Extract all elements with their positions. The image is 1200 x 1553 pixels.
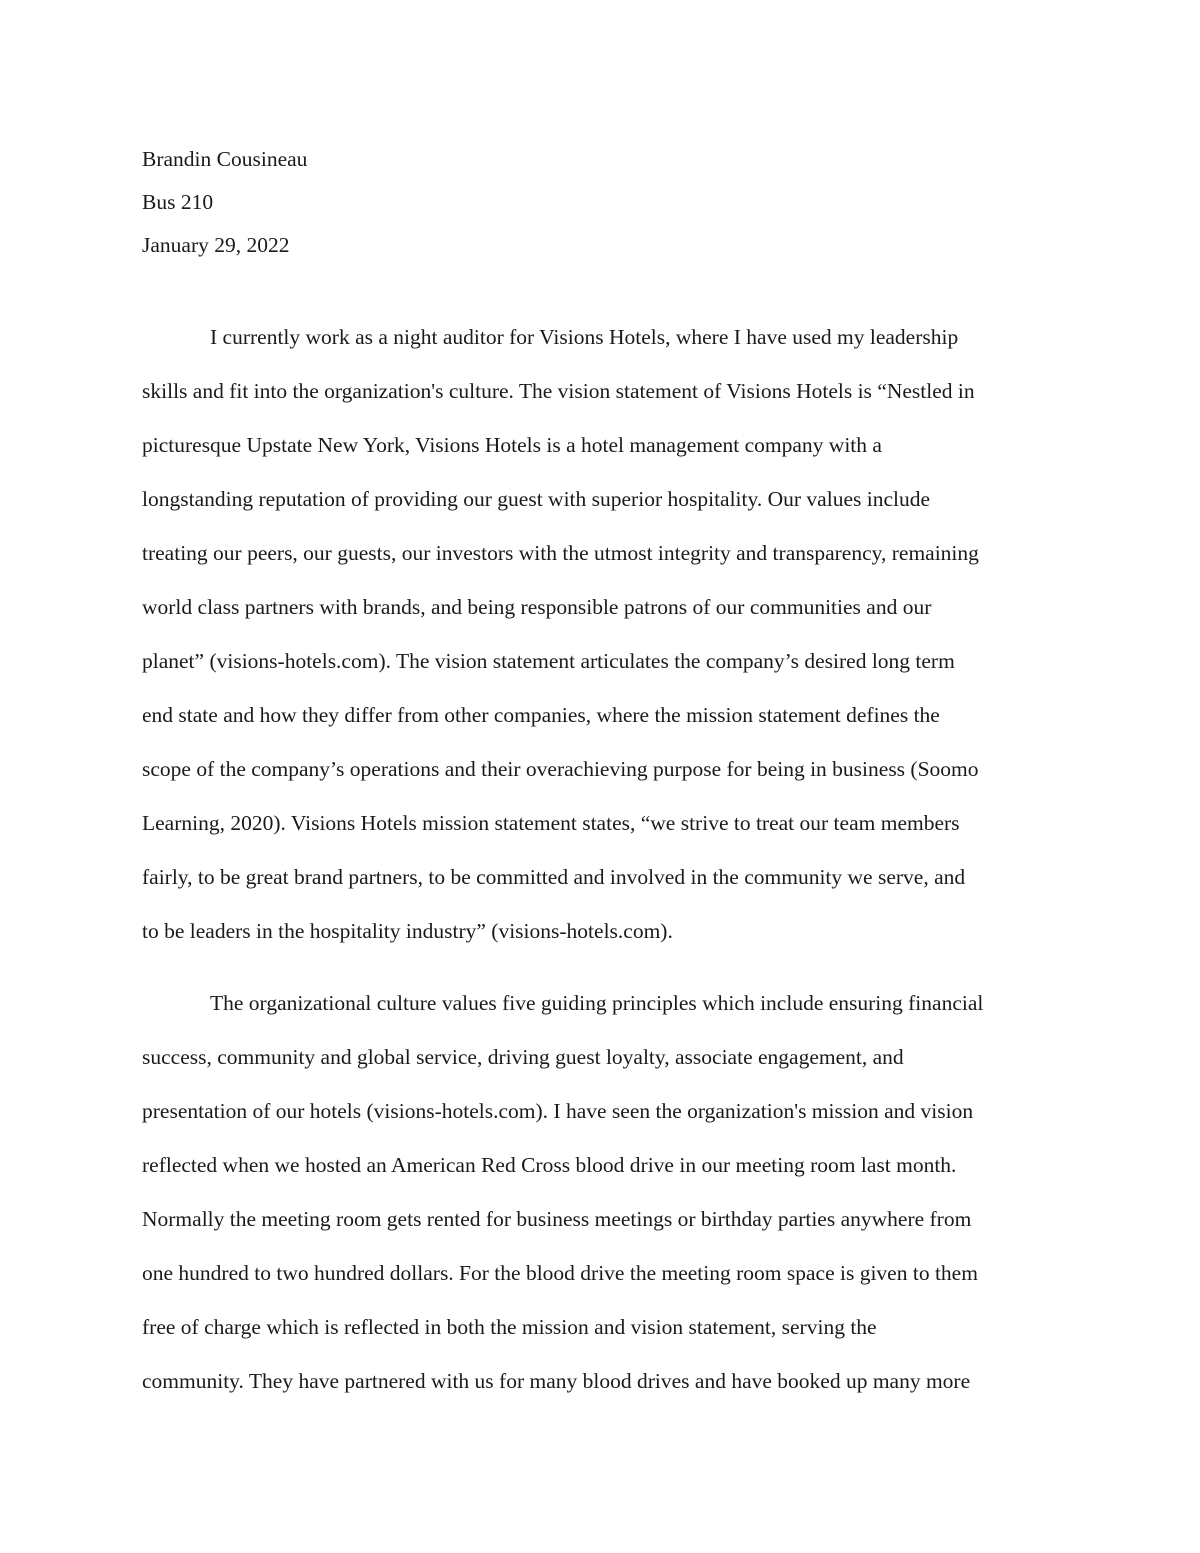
paragraph-line: The organizational culture values five guiding principles which include ensuring financial	[210, 991, 984, 1015]
course-name: Bus 210	[142, 190, 214, 214]
paragraph-line: picturesque Upstate New York, Visions Hotels is a hotel management company with a	[142, 433, 882, 457]
paragraph-line: community. They have partnered with us for many blood drives and have booked up many more	[142, 1369, 971, 1393]
paragraph-line: fairly, to be great brand partners, to be committed and involved in the community we serve, and	[142, 865, 966, 889]
paragraph-line: skills and fit into the organization's culture. The vision statement of Visions Hotels is “Nestled in	[142, 379, 975, 403]
author-name: Brandin Cousineau	[142, 147, 308, 171]
paragraph-line: I currently work as a night auditor for Visions Hotels, where I have used my leadership	[210, 325, 959, 349]
paragraph-line: Normally the meeting room gets rented for business meetings or birthday parties anywhere from	[142, 1207, 972, 1231]
header-spacer	[142, 267, 1058, 310]
paragraph-line: scope of the company’s operations and their overachieving purpose for being in business (Soomo	[142, 757, 979, 781]
paragraph-line: success, community and global service, driving guest loyalty, associate engagement, and	[142, 1045, 904, 1069]
paragraph-1	[142, 310, 1058, 958]
paragraph-line: presentation of our hotels (visions-hotels.com). I have seen the organization's mission and vision	[142, 1099, 974, 1123]
paragraph-line: Learning, 2020). Visions Hotels mission statement states, “we strive to treat our team members	[142, 811, 960, 835]
paragraph-line: longstanding reputation of providing our guest with superior hospitality. Our values include	[142, 487, 931, 511]
paragraph-line: treating our peers, our guests, our investors with the utmost integrity and transparency, remaining	[142, 541, 979, 565]
document-date: January 29, 2022	[142, 233, 290, 257]
document-body	[142, 138, 1058, 1408]
paragraph-line: to be leaders in the hospitality industry” (visions-hotels.com).	[142, 919, 673, 943]
paragraph-line: reflected when we hosted an American Red Cross blood drive in our meeting room last month.	[142, 1153, 957, 1177]
paragraph-2	[142, 976, 1058, 1408]
paragraph-line: world class partners with brands, and being responsible patrons of our communities and our	[142, 595, 932, 619]
paragraph-line: one hundred to two hundred dollars. For the blood drive the meeting room space is given to them	[142, 1261, 978, 1285]
paragraph-line: end state and how they differ from other companies, where the mission statement defines the	[142, 703, 940, 727]
paragraph-line: planet” (visions-hotels.com). The vision statement articulates the company’s desired long term	[142, 649, 955, 673]
paragraph-spacer	[142, 958, 1058, 976]
paragraph-line: free of charge which is reflected in both the mission and vision statement, serving the	[142, 1315, 877, 1339]
